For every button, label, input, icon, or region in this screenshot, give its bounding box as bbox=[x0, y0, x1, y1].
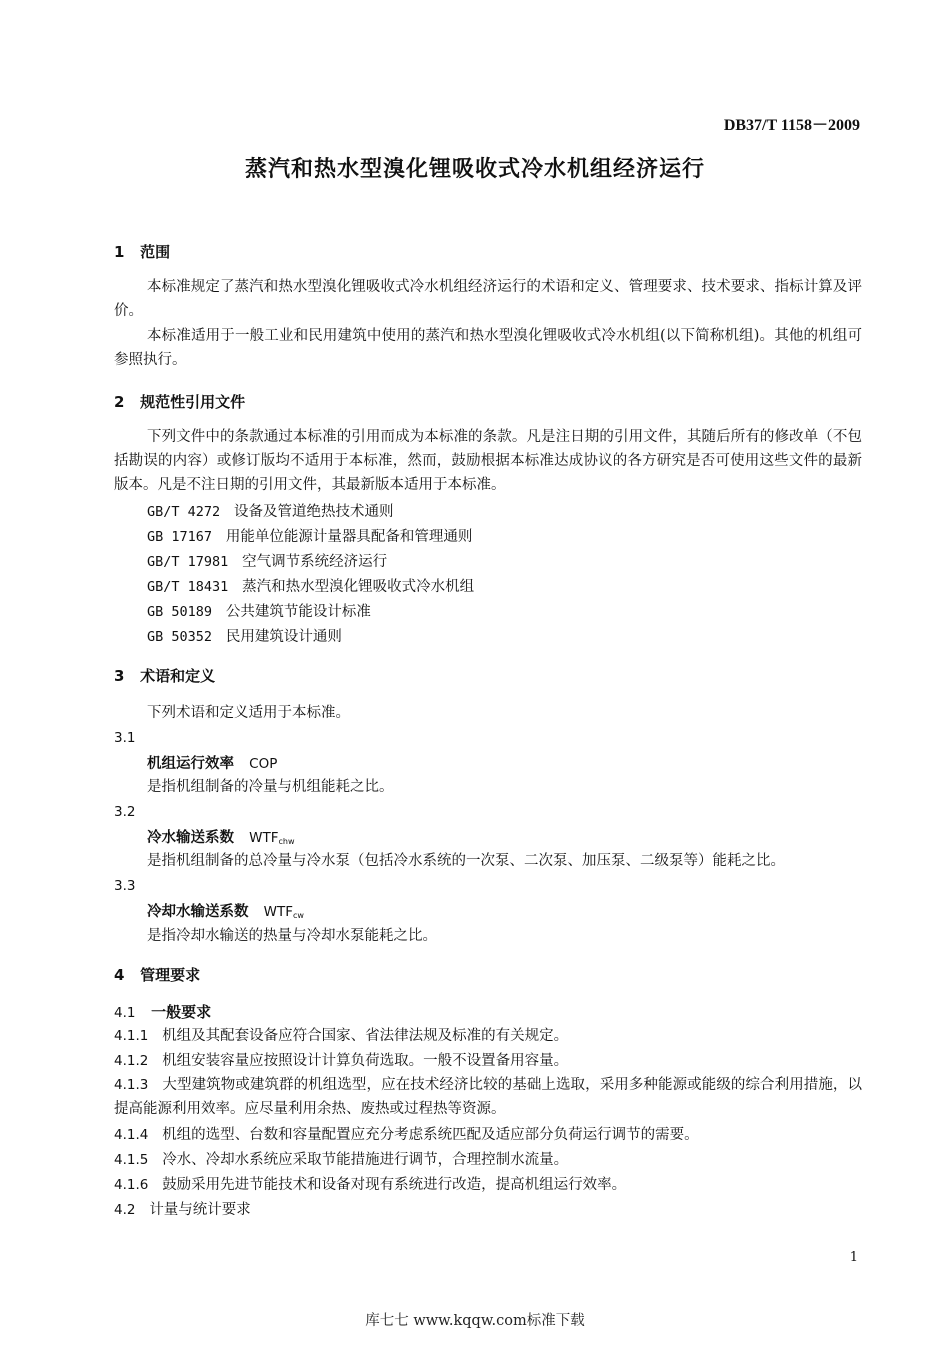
term-number: 3.2 bbox=[114, 804, 136, 820]
clause: 4.1.6 鼓励采用先进节能技术和设备对现有系统进行改造，提高机组运行效率。 bbox=[114, 1177, 627, 1193]
clause: 4.1.5 冷水、冷却水系统应采取节能措施进行调节，合理控制水流量。 bbox=[114, 1152, 569, 1168]
reference-item: GB 50189 公共建筑节能设计标准 bbox=[147, 604, 371, 620]
term-definition: 是指机组制备的冷量与机组能耗之比。 bbox=[147, 779, 394, 795]
clause: 4.1.3 大型建筑物或建筑群的机组选型，应在技术经济比较的基础上选取，采用多种能源或能级的综合利用措施，以提高能源利用效率。应尽量利用余热、废热或过程热等资源。 bbox=[114, 1077, 863, 1117]
reference-item: GB 17167 用能单位能源计量器具配备和管理通则 bbox=[147, 529, 473, 545]
section-2-heading: 2 规范性引用文件 bbox=[114, 393, 246, 411]
section-1-paragraph-2: 本标准适用于一般工业和民用建筑中使用的蒸汽和热水型溴化锂吸收式冷水机组(以下简称机组)。其他的机组可参照执行。 bbox=[114, 328, 862, 368]
term-number: 3.1 bbox=[114, 730, 136, 746]
clause: 4.1.4 机组的选型、台数和容量配置应充分考虑系统匹配及适应部分负荷运行调节的需要。 bbox=[114, 1127, 699, 1143]
reference-item: GB/T 17981 空气调节系统经济运行 bbox=[147, 554, 388, 570]
document-title: 蒸汽和热水型溴化锂吸收式冷水机组经济运行 bbox=[244, 157, 705, 182]
footer-watermark: 库七七 www.kqqw.com标准下载 bbox=[365, 1313, 585, 1329]
term-number: 3.3 bbox=[114, 878, 136, 894]
document-number: DB37/T 1158－2009 bbox=[723, 117, 860, 134]
clause: 4.1.2 机组安装容量应按照设计计算负荷选取。一般不设置备用容量。 bbox=[114, 1053, 569, 1069]
term-title: 机组运行效率 COP bbox=[147, 756, 278, 772]
term-definition: 是指冷却水输送的热量与冷却水泵能耗之比。 bbox=[147, 928, 437, 944]
term-title: 冷却水输送系数 $WTF_{cw}$ bbox=[147, 904, 304, 920]
clause: 4.1.1 机组及其配套设备应符合国家、省法律法规及标准的有关规定。 bbox=[114, 1028, 569, 1044]
term-title: 冷水输送系数 $WTF_{chw}$ bbox=[147, 830, 295, 846]
section-2-paragraph: 下列文件中的条款通过本标准的引用而成为本标准的条款。凡是注日期的引用文件，其随后所有的修改单（不包括勘误的内容）或修订版均不适用于本标准，然而，鼓励根据本标准达成协议的各方研究是否可使用这些文件的最新版本。凡是不注日期的引用文件，其最新版本适用于本标准。 bbox=[114, 429, 862, 493]
section-3-heading: 3 术语和定义 bbox=[114, 667, 216, 685]
reference-item: GB 50352 民用建筑设计通则 bbox=[147, 629, 342, 645]
reference-item: GB/T 4272 设备及管道绝热技术通则 bbox=[147, 504, 394, 520]
reference-item: GB/T 18431 蒸汽和热水型溴化锂吸收式冷水机组 bbox=[147, 579, 475, 595]
section-1-heading: 1 范围 bbox=[114, 243, 171, 261]
page-number: 1 bbox=[849, 1250, 858, 1265]
section-3-intro: 下列术语和定义适用于本标准。 bbox=[147, 705, 350, 721]
section-4-heading: 4 管理要求 bbox=[114, 966, 201, 984]
section-1-paragraph-1: 本标准规定了蒸汽和热水型溴化锂吸收式冷水机组经济运行的术语和定义、管理要求、技术要求、指标计算及评价。 bbox=[114, 279, 862, 319]
subsection-4-1-heading: 4.1 一般要求 bbox=[114, 1003, 212, 1021]
term-definition: 是指机组制备的总冷量与冷水泵（包括冷水系统的一次泵、二次泵、加压泵、二级泵等）能耗之比。 bbox=[147, 853, 785, 869]
subsection-4-2-heading: 4.2 计量与统计要求 bbox=[114, 1202, 251, 1218]
